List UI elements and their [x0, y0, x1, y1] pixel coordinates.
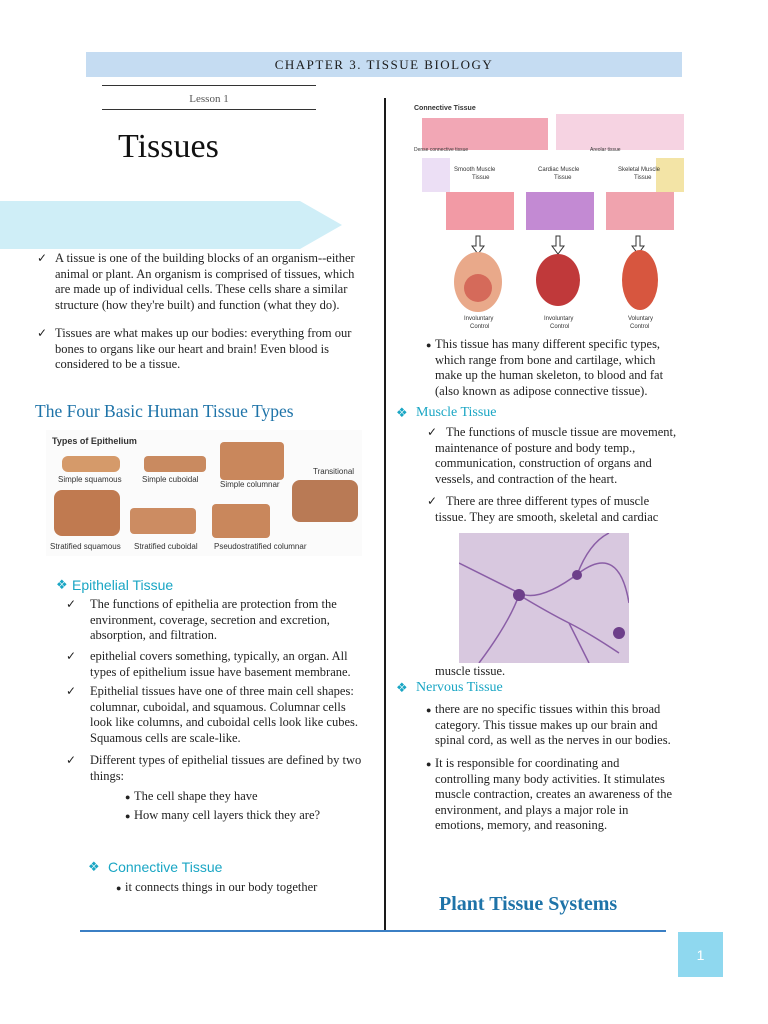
check-icon: ✓ — [66, 753, 77, 767]
label-smooth: Smooth Muscle — [454, 167, 496, 173]
check-icon: ✓ — [66, 597, 77, 611]
label-transitional: Transitional — [313, 467, 355, 476]
intro-paragraph-2: Tissues are what makes up our bodies: everything from our bones to organs like our heart and brain! Even blood is considered to be a tissue. — [55, 326, 352, 371]
diamond-bullet-icon: ❖ — [88, 859, 100, 874]
epithelial-subitem-1: The cell shape they have — [134, 789, 258, 803]
lesson-label: Lesson 1 — [189, 93, 229, 105]
epithelial-heading: Epithelial Tissue — [72, 577, 174, 593]
epithelial-subitem-2: How many cell layers thick they are? — [134, 808, 321, 822]
nervous-item-2: It is responsible for coordinating and controlling many body activities. It stimulates muscle contraction, creates an awareness of the environment, and plays a major role in emotions, memory, and reasoning. — [435, 756, 673, 832]
figure-title: Types of Epithelium — [52, 436, 137, 446]
label-skeletal: Skeletal Muscle — [618, 167, 661, 173]
diamond-bullet-icon: ❖ — [396, 405, 408, 420]
muscle-item-1: The functions of muscle tissue are movement, maintenance of posture and body temp., communication, construction of organs and vessels, and contraction of the heart. — [435, 425, 677, 486]
nerve-micrograph — [459, 533, 629, 663]
label-tissue: Tissue — [554, 175, 572, 181]
muscle-heading: Muscle Tissue — [416, 405, 497, 420]
label-simple-cuboidal: Simple cuboidal — [142, 475, 199, 484]
label-involuntary: Involuntary — [544, 316, 574, 322]
decorative-arrow-banner — [0, 201, 345, 251]
diamond-bullet-icon: ❖ — [56, 577, 68, 592]
bullet-icon: ● — [426, 759, 432, 769]
bullet-icon: ● — [426, 340, 432, 350]
label-control: Control — [470, 324, 490, 330]
label-stratified-squamous: Stratified squamous — [50, 542, 121, 551]
label-dense: Dense connective tissue — [414, 147, 469, 153]
check-icon: ✓ — [66, 649, 77, 663]
epithelial-item-2: epithelial covers something, typically, an organ. All types of epithelium issue have basement membrane. — [90, 649, 351, 679]
label-tissue: Tissue — [472, 175, 490, 181]
epithelium-illustration — [46, 430, 362, 556]
connective-heading: Connective Tissue — [108, 859, 223, 875]
page-number: 1 — [678, 932, 723, 977]
check-icon: ✓ — [37, 326, 48, 340]
check-icon: ✓ — [427, 425, 438, 439]
epithelium-figure — [46, 430, 362, 556]
epithelial-item-3: Epithelial tissues have one of three main cell shapes: columnar, cuboidal, and squamous. Columnar cells look like columns, and cuboidal cells look like cubes. Squamous cells are scale-like. — [90, 684, 358, 745]
check-icon: ✓ — [66, 684, 77, 698]
label-pseudostratified: Pseudostratified columnar — [214, 542, 307, 551]
bullet-icon: ● — [426, 705, 432, 715]
label-control: Control — [630, 324, 650, 330]
label-stratified-cuboidal: Stratified cuboidal — [134, 542, 198, 551]
label-areolar: Areolar tissue — [590, 147, 621, 153]
label-involuntary: Involuntary — [464, 316, 494, 322]
muscle-item-2: There are three different types of muscle tissue. They are smooth, skeletal and cardiac — [435, 494, 659, 524]
muscle-tail: muscle tissue. — [435, 664, 506, 678]
connective-description: This tissue has many different specific types, which range from bone and cartilage, which make up the human skeleton, to blood and fat (also known as adipose connective tissue). — [435, 337, 664, 398]
divider — [102, 85, 316, 86]
check-icon: ✓ — [427, 494, 438, 508]
bullet-icon: ● — [116, 883, 122, 893]
page-title: Tissues — [118, 128, 219, 165]
label-cardiac: Cardiac Muscle — [538, 167, 580, 173]
intro-paragraph-1: A tissue is one of the building blocks of an organism--either animal or plant. An organism is comprised of tissues, which are made up of individual cells. These cells share a similar structure (how they're built) and function (what they do). — [55, 251, 355, 312]
connective-item: it connects things in our body together — [125, 880, 318, 894]
chapter-title: CHAPTER 3. TISSUE BIOLOGY — [274, 57, 494, 72]
label-voluntary: Voluntary — [628, 316, 654, 322]
tissue-illustration — [412, 102, 686, 336]
epithelial-item-4: Different types of epithelial tissues are defined by two things: — [90, 753, 362, 783]
label-tissue: Tissue — [634, 175, 652, 181]
nervous-heading: Nervous Tissue — [416, 680, 503, 695]
footer-divider — [80, 930, 666, 932]
section-heading-four-types: The Four Basic Human Tissue Types — [35, 401, 294, 421]
label-simple-squamous: Simple squamous — [58, 475, 122, 484]
diamond-bullet-icon: ❖ — [396, 680, 408, 695]
nervous-item-1: there are no specific tissues within this broad category. This tissue makes up our brain and spinal cord, as well as the nerves in our bodies. — [435, 702, 671, 747]
check-icon: ✓ — [37, 251, 48, 265]
section-heading-plant: Plant Tissue Systems — [439, 893, 618, 915]
label-simple-columnar: Simple columnar — [220, 480, 280, 489]
figure-title: Connective Tissue — [414, 105, 476, 112]
bullet-icon: ● — [125, 811, 131, 821]
divider — [102, 109, 316, 110]
column-divider — [384, 98, 386, 930]
epithelial-item-1: The functions of epithelia are protection from the environment, coverage, secretion and excretion, absorption, and filtration. — [90, 597, 337, 642]
bullet-icon: ● — [125, 792, 131, 802]
tissue-figure — [412, 102, 686, 336]
label-control: Control — [550, 324, 570, 330]
